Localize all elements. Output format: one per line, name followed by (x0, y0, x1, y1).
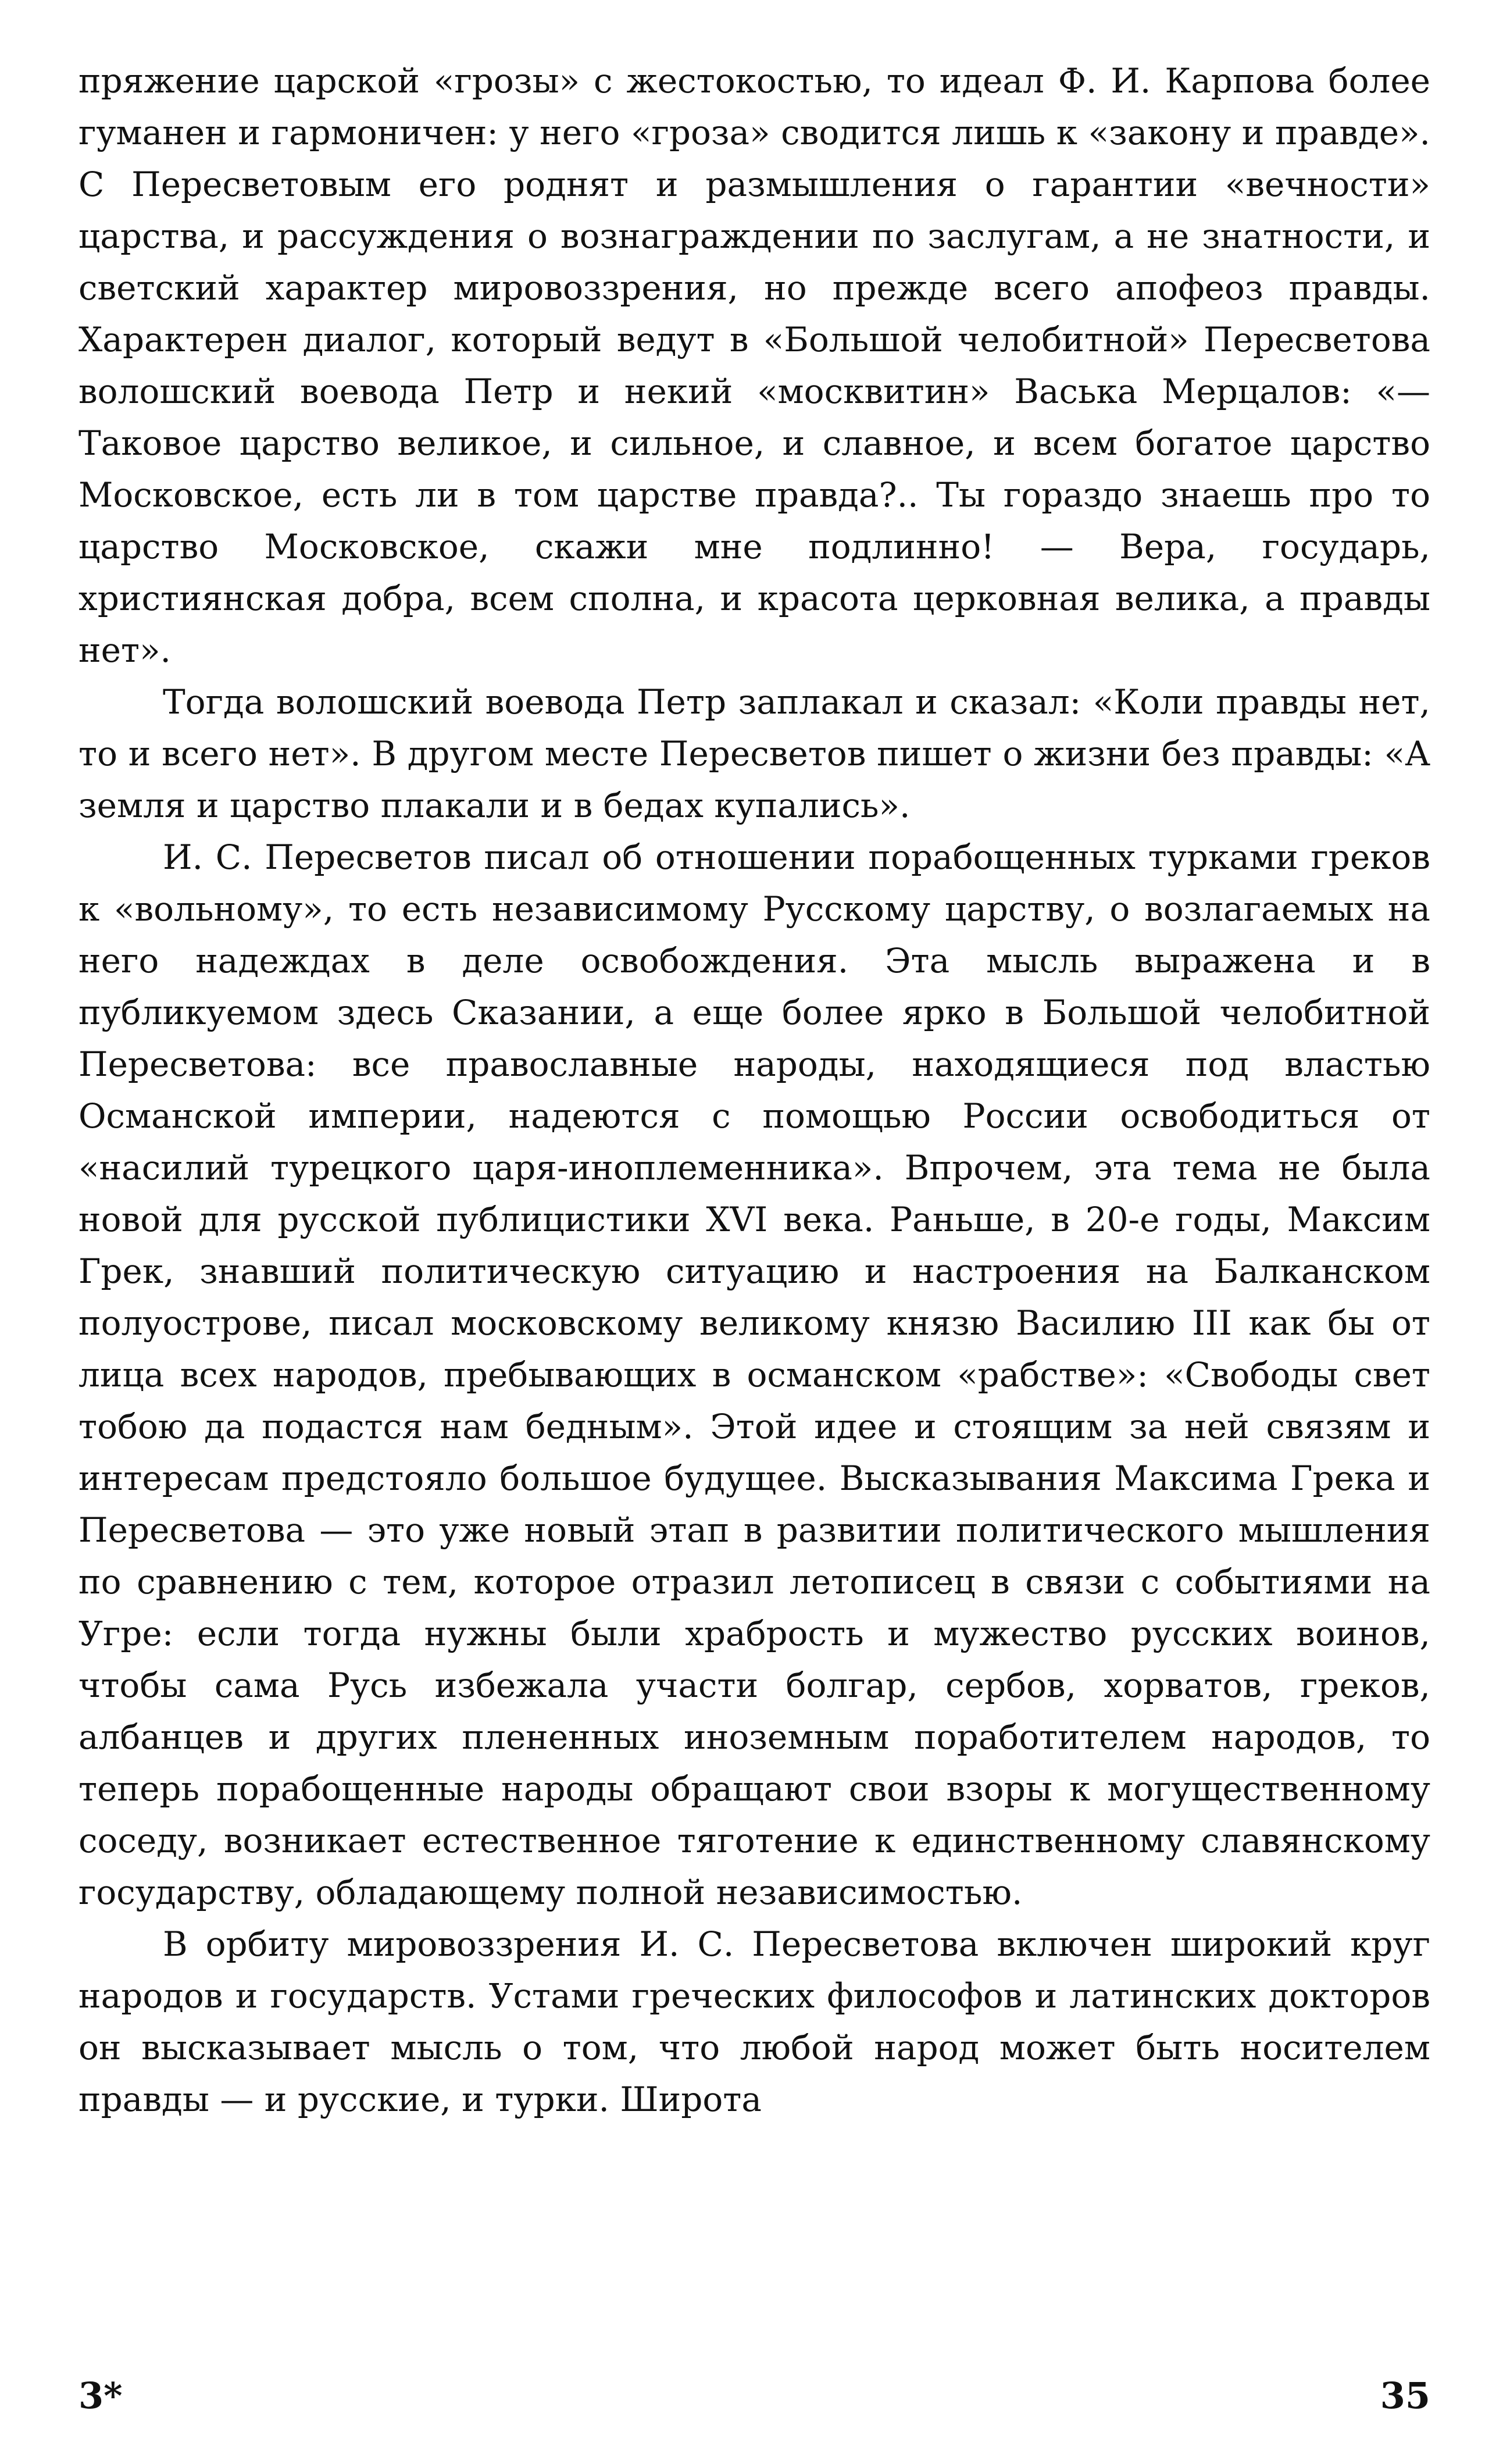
page-footer (78, 2370, 1430, 2428)
paragraph-greeks-liberation: И. С. Пересветов писал об отношении порабощенных турками греков к «вольному», то есть независимому Русскому царству, о возлагаемых на него надеждах в деле освобождения. Эта мысль выражена и в публикуемом здесь Сказании, а еще более ярко в Большой челобитной Пересветова: все православные народы, находящиеся под властью Османской империи, надеются с помощью России освободиться от «насилий турецкого царя-иноплеменника». Впрочем, эта тема не была новой для русской публицистики XVI века. Раньше, в 20-е годы, Максим Грек, знавший политическую ситуацию и настроения на Балканском полуострове, писал московскому великому князю Василию III как бы от лица всех народов, пребывающих в османском «рабстве»: «Свободы свет тобою да подастся нам бедным». Этой идее и стоящим за ней связям и интересам предстояло большое будущее. Высказывания Максима Грека и Пересветова — это уже новый этап в развитии политического мышления по сравнению с тем, которое отразил летописец в связи с событиями на Угре: если тогда нужны были храбрость и мужество русских воинов, чтобы сама Русь избежала участи болгар, сербов, хорватов, греков, албанцев и других плененных иноземным поработителем народов, то теперь порабощенные народы обращают свои взоры к могущественному соседу, возникает естественное тяготение к единственному славянскому государству, обладающему полной независимостью. (78, 837, 1430, 1912)
paragraph-worldview: В орбиту мировоззрения И. С. Пересветова включен широкий круг народов и государств. Устами греческих философов и латинских докторов он высказывает мысль о том, что любой народ может быть носителем правды — и русские, и турки. Широта (78, 1924, 1430, 2119)
paragraph-voevoda-petr: Тогда волошский воевода Петр заплакал и сказал: «Коли правды нет, то и всего нет». В другом месте Пересветов пишет о жизни без правды: «А земля и царство плакали и в бедах купались». (78, 682, 1430, 825)
book-page (78, 55, 1430, 2428)
page-number: 35 (1380, 2374, 1430, 2417)
paragraph-continuation: пряжение царской «грозы» с жестокостью, то идеал Ф. И. Карпова более гуманен и гармоничен: у него «гроза» сводится лишь к «закону и правде». С Пересветовым его роднят и размышления о гарантии «вечности» царства, и рассуждения о вознаграждении по заслугам, а не знатности, и светский характер мировоззрения, но прежде всего апофеоз правды. Характерен диалог, который ведут в «Большой челобитной» Пересветова волошский воевода Петр и некий «москвитин» Васька Мерцалов: «— Таковое царство великое, и сильное, и славное, и всем богатое царство Московское, есть ли в том царстве правда?.. Ты гораздо знаешь про то царство Московское, скажи мне подлинно! — Вера, государь, християнская добра, всем сполна, и красота церковная велика, а правды нет». (78, 61, 1430, 670)
signature-mark: 3* (78, 2374, 123, 2417)
